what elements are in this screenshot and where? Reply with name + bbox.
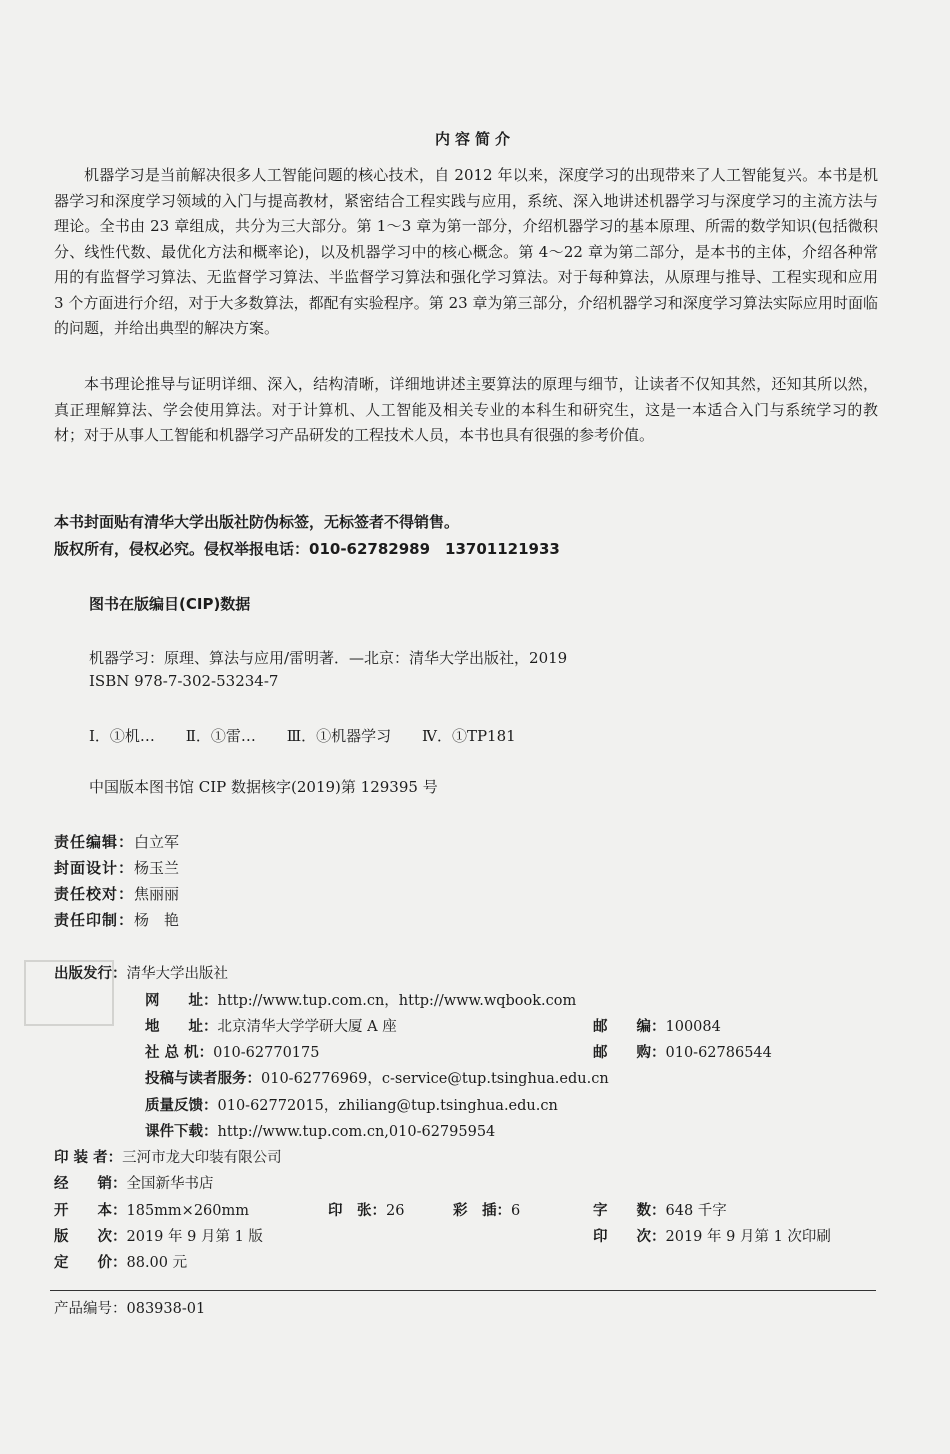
staff-row: 责任校对：焦丽丽 (54, 885, 180, 903)
format-row: 开 本：185mm×260mm (54, 1203, 249, 1219)
address-row: 地 址：北京清华大学学研大厦 A 座 (145, 1019, 397, 1035)
page-title: 内容简介 (434, 130, 515, 148)
reader-service-row: 投稿与读者服务：010-62776969，c-service@tup.tsinghua.edu.cn (145, 1071, 609, 1087)
isbn: ISBN 978-7-302-53234-7 (89, 672, 279, 690)
classification-item: Ⅳ．①TP181 (421, 727, 516, 745)
cip-title: 图书在版编目(CIP)数据 (89, 595, 251, 613)
printing-row: 印 次：2019 年 9 月第 1 次印刷 (593, 1229, 831, 1245)
price-row: 定 价：88.00 元 (54, 1255, 188, 1271)
anti-counterfeit-notice: 本书封面贴有清华大学出版社防伪标签，无标签者不得销售。 (54, 513, 460, 531)
divider-line (50, 1290, 876, 1291)
classification (89, 726, 542, 746)
switchboard-row: 社 总 机：010-62770175 (145, 1045, 320, 1061)
cip-record: 机器学习：原理、算法与应用/雷明著．—北京：清华大学出版社，2019 (89, 649, 568, 667)
quality-feedback-row: 质量反馈：010-62772015，zhiliang@tup.tsinghua.edu.cn (145, 1098, 558, 1114)
staff-row: 责任编辑：白立军 (54, 833, 180, 851)
word-count-row: 字 数：648 千字 (593, 1203, 727, 1219)
plates-row: 彩 插：6 (453, 1203, 521, 1219)
courseware-row: 课件下载：http://www.tup.com.cn,010-62795954 (145, 1124, 496, 1140)
summary-paragraph-2: 本书理论推导与证明详细、深入，结构清晰，详细地讲述主要算法的原理与细节，让读者不仅知其然，还知其所以然，真正理解算法、学会使用算法。对于计算机、人工智能及相关专业的本科生和研究生，这是一本适合入门与系统学习的教材；对于从事人工智能和机器学习产品研发的工程技术人员，本书也具有很强的参考价值。 (54, 375, 878, 444)
mail-order-row: 邮 购：010-62786544 (593, 1045, 772, 1061)
product-code: 产品编号：083938-01 (54, 1301, 206, 1317)
publisher-row: 出版发行：清华大学出版社 (54, 966, 228, 982)
classification-item: Ⅱ．①雷… (185, 727, 256, 745)
staff-row: 责任印制：杨 艳 (54, 911, 180, 929)
distributor-row: 经 销：全国新华书店 (54, 1176, 214, 1192)
summary-paragraph-1: 机器学习是当前解决很多人工智能问题的核心技术，自 2012 年以来，深度学习的出现带来了人工智能复兴。本书是机器学习和深度学习领域的入门与提高教材，紧密结合工程实践与应用，系统、深入地讲述机器学习与深度学习的主流方法与理论。全书由 23 章组成，共分为三大部分。第 1～3 章为第一部分，介绍机器学习的基本原理、所需的数学知识(包括微积分、线性代数、最优化方法和概率论)，以及机器学习中的核心概念。第 4～22 章为第二部分，是本书的主体，介绍各种常用的有监督学习算法、无监督学习算法、半监督学习算法和强化学习算法。对于每种算法，从原理与推导、工程实现和应用 3 个方面进行介绍，对于大多数算法，都配有实验程序。第 23 章为第三部分，介绍机器学习和深度学习算法实际应用时面临的问题，并给出典型的解决方案。 (54, 166, 878, 337)
printer-row: 印 装 者：三河市龙大印装有限公司 (54, 1150, 282, 1166)
cip-number: 中国版本图书馆 CIP 数据核字(2019)第 129395 号 (89, 778, 438, 796)
edition-row: 版 次：2019 年 9 月第 1 版 (54, 1229, 263, 1245)
copyright-notice: 版权所有，侵权必究。侵权举报电话：010-62782989 13701121933 (54, 540, 560, 558)
sheets-row: 印 张：26 (328, 1203, 405, 1219)
classification-item: Ⅲ．①机器学习 (286, 727, 392, 745)
website-row: 网 址：http://www.tup.com.cn，http://www.wqbook.com (145, 993, 577, 1009)
staff-row: 封面设计：杨玉兰 (54, 859, 180, 877)
classification-item: Ⅰ．①机… (89, 727, 155, 745)
zip-row: 邮 编：100084 (593, 1019, 721, 1035)
